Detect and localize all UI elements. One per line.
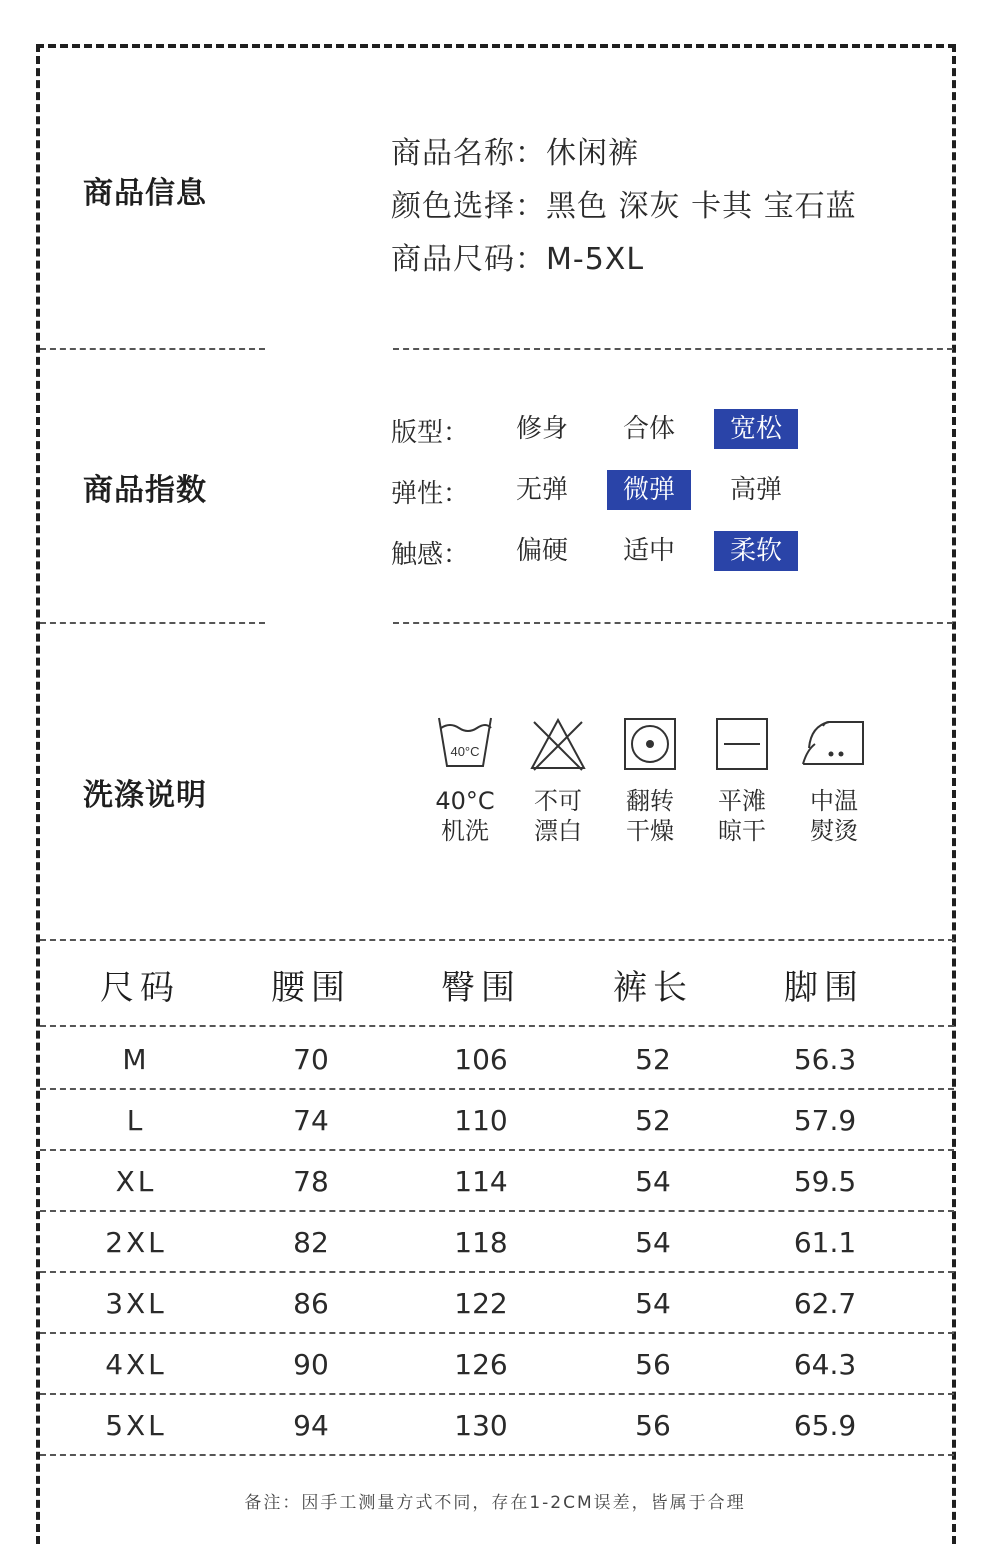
cell-hip: 118 [454, 1226, 508, 1259]
elasticity-option-none: 无弹 [515, 475, 568, 505]
care-item-flat [697, 714, 787, 846]
fit-option-slim: 修身 [515, 414, 568, 444]
color-choice-line: 颜色选择：黑色 深灰 卡其 宝石蓝 [391, 189, 857, 224]
fit-option-loose-selected: 宽松 [714, 409, 798, 449]
header-size: 尺码 [100, 968, 180, 1008]
washing-title: 洗涤说明 [83, 778, 207, 813]
fit-option-regular: 合体 [622, 414, 675, 444]
cell-size: XL [115, 1165, 157, 1198]
cell-hip: 106 [454, 1043, 508, 1076]
section-divider [393, 348, 953, 350]
care-label-tumble: 翻转 干燥 [626, 787, 674, 845]
wash-40c-icon [435, 714, 495, 774]
care-item-tumble [605, 714, 695, 846]
cell-length: 54 [635, 1226, 671, 1259]
cell-waist: 86 [293, 1287, 329, 1320]
header-length: 裤长 [613, 968, 693, 1008]
wash-temp-text: 40°C [450, 744, 480, 759]
product-name-line: 商品名称：休闲裤 [391, 136, 639, 171]
product-info-title: 商品信息 [83, 176, 207, 211]
cell-hip: 114 [454, 1165, 508, 1198]
cell-hem: 62.7 [793, 1287, 857, 1320]
care-item-bleach [513, 714, 603, 846]
dry-flat-icon [712, 714, 772, 774]
section-divider [40, 348, 265, 350]
cell-hem: 61.1 [793, 1226, 857, 1259]
cell-length: 54 [635, 1165, 671, 1198]
section-divider [393, 622, 953, 624]
measurement-note: 备注：因手工测量方式不同，存在1-2CM误差，皆属于合理 [244, 1493, 746, 1513]
product-index-title: 商品指数 [83, 473, 207, 508]
table-divider [40, 1088, 954, 1090]
feel-option-soft-selected: 柔软 [714, 531, 798, 571]
cell-length: 56 [635, 1348, 671, 1381]
section-divider [40, 939, 954, 941]
cell-hem: 57.9 [793, 1104, 857, 1137]
cell-length: 52 [635, 1043, 671, 1076]
feel-label: 触感： [391, 540, 470, 570]
care-label-wash: 40°C 机洗 [435, 787, 495, 845]
care-label-bleach: 不可 漂白 [534, 787, 582, 845]
cell-waist: 74 [293, 1104, 329, 1137]
care-item-wash [420, 714, 510, 846]
cell-size: L [126, 1104, 146, 1137]
cell-length: 54 [635, 1287, 671, 1320]
iron-medium-icon [799, 714, 869, 774]
header-waist: 腰围 [271, 968, 351, 1008]
cell-waist: 78 [293, 1165, 329, 1198]
feel-option-stiff: 偏硬 [515, 536, 568, 566]
cell-length: 56 [635, 1409, 671, 1442]
table-divider [40, 1271, 954, 1273]
cell-hem: 56.3 [793, 1043, 857, 1076]
cell-hip: 110 [454, 1104, 508, 1137]
section-divider [40, 622, 265, 624]
cell-size: 2XL [105, 1226, 167, 1259]
cell-hip: 130 [454, 1409, 508, 1442]
table-divider [40, 1332, 954, 1334]
cell-hip: 122 [454, 1287, 508, 1320]
header-hip: 臀围 [441, 968, 521, 1008]
tumble-dry-icon [620, 714, 680, 774]
cell-size: 5XL [105, 1409, 167, 1442]
elasticity-option-slight-selected: 微弹 [607, 470, 691, 510]
cell-size: 3XL [105, 1287, 167, 1320]
elasticity-option-high: 高弹 [729, 475, 782, 505]
table-divider [40, 1025, 954, 1027]
care-label-iron: 中温 熨烫 [810, 787, 858, 845]
cell-length: 52 [635, 1104, 671, 1137]
cell-waist: 70 [293, 1043, 329, 1076]
size-range-line: 商品尺码：M-5XL [391, 242, 645, 277]
table-divider [40, 1149, 954, 1151]
cell-hem: 65.9 [793, 1409, 857, 1442]
cell-hem: 64.3 [793, 1348, 857, 1381]
elasticity-label: 弹性： [391, 479, 470, 509]
no-bleach-icon [528, 714, 588, 774]
fit-label: 版型： [391, 418, 470, 448]
cell-waist: 90 [293, 1348, 329, 1381]
cell-size: 4XL [105, 1348, 167, 1381]
feel-option-medium: 适中 [622, 536, 675, 566]
table-divider [40, 1210, 954, 1212]
table-divider [40, 1454, 954, 1456]
cell-waist: 82 [293, 1226, 329, 1259]
cell-hem: 59.5 [793, 1165, 857, 1198]
care-label-flat: 平滩 晾干 [718, 787, 766, 845]
table-divider [40, 1393, 954, 1395]
care-item-iron [789, 714, 879, 846]
cell-size: M [122, 1043, 150, 1076]
header-hem: 脚围 [784, 968, 864, 1008]
cell-hip: 126 [454, 1348, 508, 1381]
cell-waist: 94 [293, 1409, 329, 1442]
